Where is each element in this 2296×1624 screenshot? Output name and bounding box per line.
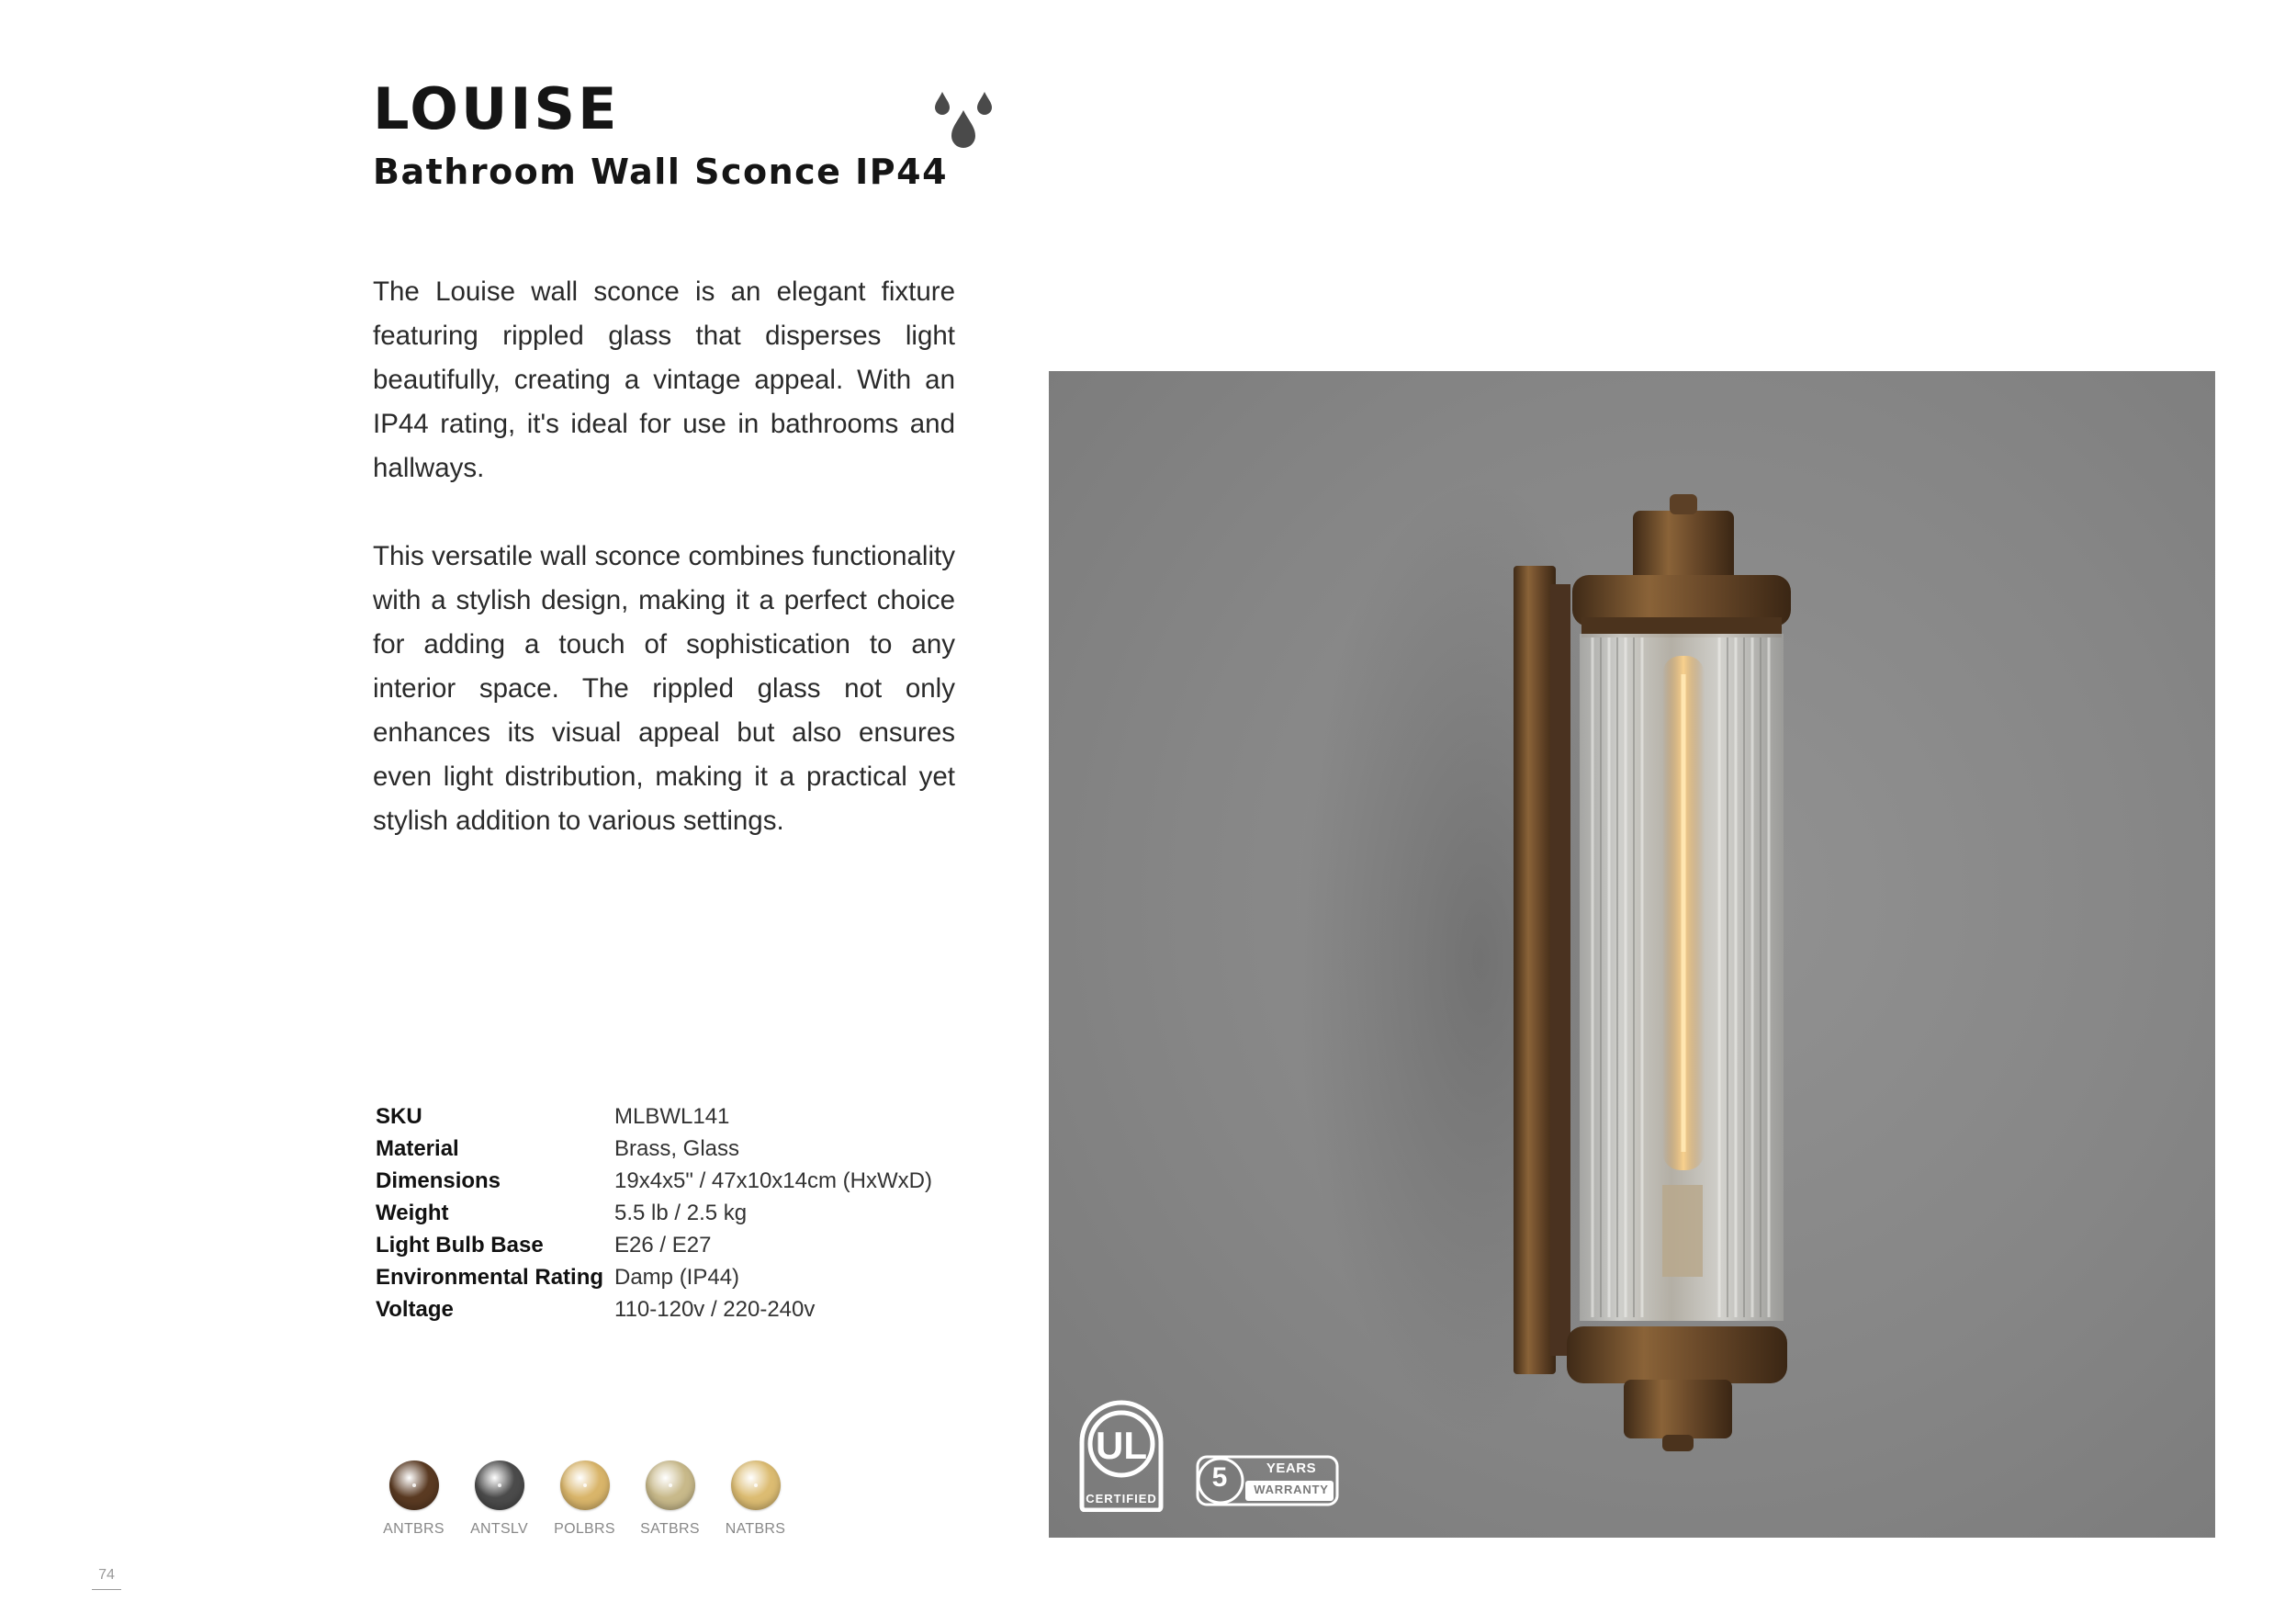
spec-label: Voltage [376, 1296, 454, 1322]
finish-code: ANTBRS [383, 1521, 445, 1537]
ul-mark: UL [1096, 1424, 1147, 1467]
finish-swatches [371, 1460, 798, 1538]
product-title: LOUISE [373, 75, 620, 142]
finish-color-dot [731, 1460, 781, 1510]
spec-table [376, 1100, 932, 1325]
description-paragraph: The Louise wall sconce is an elegant fixture featuring rippled glass that disperses light beautifully, creating a vintage appeal. With an IP44 rating, it's ideal for use in bathrooms and hallways. [373, 276, 955, 483]
finish-color-dot [646, 1460, 695, 1510]
spec-value: 19x4x5" / 47x10x14cm (HxWxD) [614, 1167, 932, 1193]
ul-certified-text: CERTIFIED [1086, 1492, 1157, 1506]
water-drops-icon [933, 90, 994, 152]
spec-label: Material [376, 1135, 459, 1161]
page-number: 74 [92, 1567, 121, 1590]
product-photo [1049, 371, 2215, 1538]
finish-code: ANTSLV [470, 1521, 528, 1537]
finish-code: POLBRS [554, 1521, 615, 1537]
spec-row [376, 1165, 932, 1197]
warranty-label: WARRANTY [1254, 1483, 1329, 1496]
product-subtitle: Bathroom Wall Sconce IP44 [373, 152, 949, 192]
finish-code: SATBRS [640, 1521, 700, 1537]
spec-value: 110-120v / 220-240v [614, 1296, 816, 1322]
warranty-badge [1196, 1455, 1339, 1506]
spec-value: 5.5 lb / 2.5 kg [614, 1200, 748, 1225]
spec-label: Light Bulb Base [376, 1232, 544, 1257]
spec-label: Weight [376, 1200, 449, 1225]
spec-row [376, 1261, 932, 1293]
finish-code: NATBRS [725, 1521, 786, 1537]
spec-label: SKU [376, 1103, 422, 1129]
spec-label: Environmental Rating [376, 1264, 604, 1290]
wall-sconce-illustration [1049, 371, 2215, 1538]
spec-row [376, 1197, 932, 1229]
finish-color-dot [475, 1460, 524, 1510]
description-paragraph: This versatile wall sconce combines functionality with a stylish design, making it a perfect choice for adding a touch of sophistication to any interior space. The rippled glass not only enhances its visual appeal but also ensures even light distribution, making it a practical yet stylish addition to various settings. [373, 541, 955, 836]
product-description [373, 270, 955, 887]
spec-row [376, 1293, 932, 1325]
finish-swatch[interactable] [627, 1460, 713, 1538]
finish-swatch[interactable] [713, 1460, 798, 1538]
spec-label: Dimensions [376, 1167, 501, 1193]
spec-value: Damp (IP44) [614, 1264, 740, 1290]
finish-color-dot [389, 1460, 439, 1510]
spec-row [376, 1133, 932, 1165]
warranty-number: 5 [1211, 1462, 1228, 1493]
spec-row [376, 1100, 932, 1133]
spec-value: MLBWL141 [614, 1103, 730, 1129]
finish-swatch[interactable] [371, 1460, 456, 1538]
finish-swatch[interactable] [456, 1460, 542, 1538]
finish-color-dot [560, 1460, 610, 1510]
spec-value: E26 / E27 [614, 1232, 712, 1257]
warranty-years: YEARS [1266, 1460, 1317, 1476]
spec-row [376, 1229, 932, 1261]
spec-value: Brass, Glass [614, 1135, 740, 1161]
finish-swatch[interactable] [542, 1460, 627, 1538]
